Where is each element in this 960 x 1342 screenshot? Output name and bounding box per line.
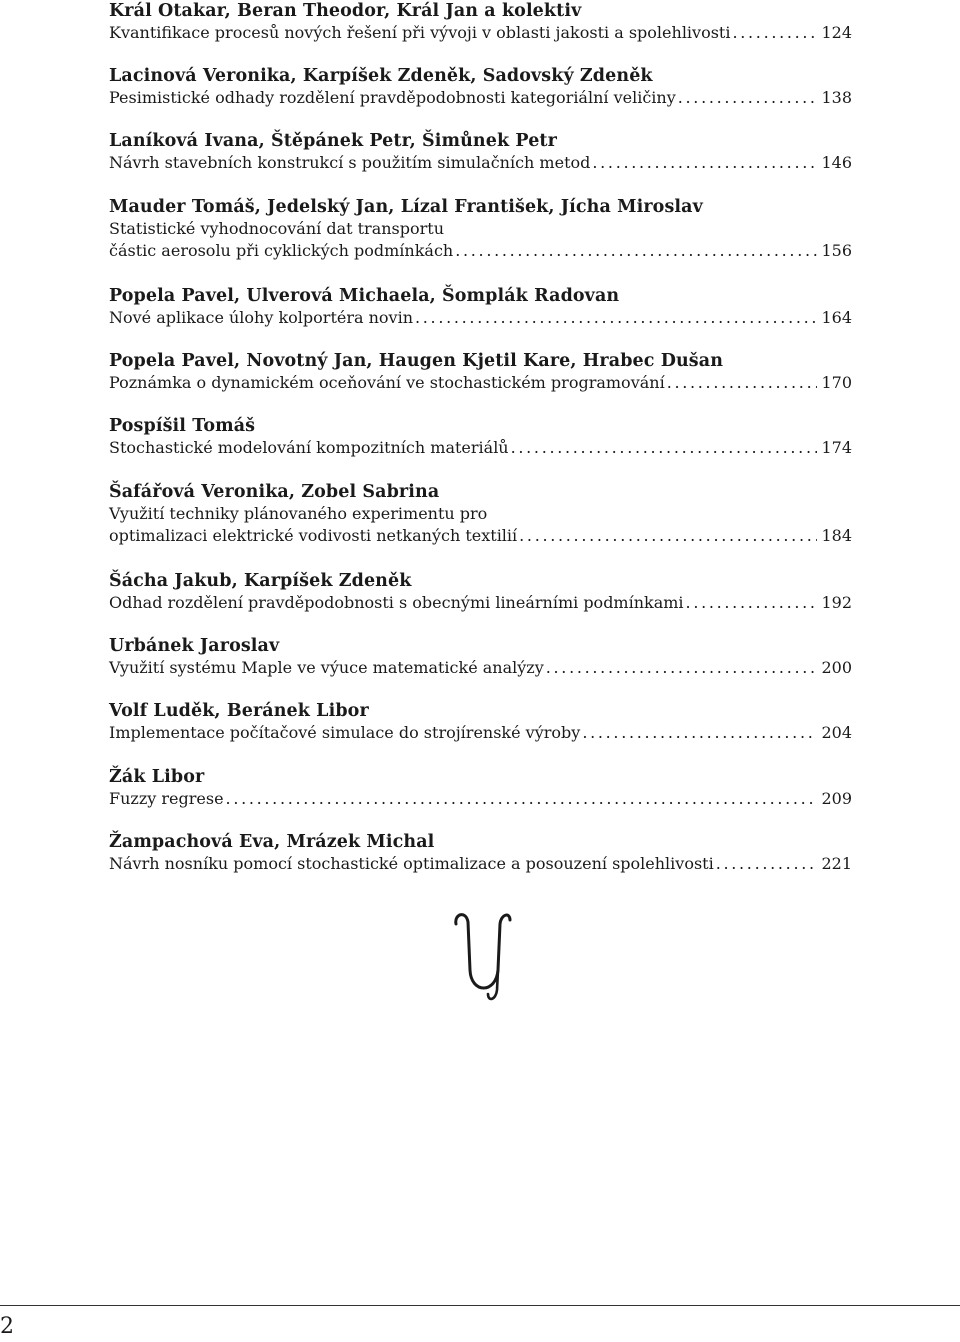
- toc-entry: [109, 700, 852, 744]
- toc-entry: [109, 130, 852, 174]
- toc-entry-title: Fuzzy regrese: [109, 789, 224, 808]
- toc-entry-title-row: [109, 592, 852, 614]
- toc-entry-authors: Žampachová Eva, Mrázek Michal: [109, 832, 435, 852]
- toc-entry-page: 221: [821, 854, 852, 873]
- toc-entry-page: 146: [821, 153, 852, 172]
- toc-entry-title-row: [109, 722, 852, 744]
- toc-entry-authors: Pospíšil Tomáš: [109, 416, 256, 436]
- toc-entry-authors: Popela Pavel, Ulverová Michaela, Šomplák Radovan: [109, 286, 620, 306]
- toc-entry-title-line: Využití techniky plánovaného experimentu pro: [109, 504, 488, 523]
- toc-entry-authors: Šácha Jakub, Karpíšek Zdeněk: [109, 571, 412, 591]
- toc-entry-authors: Šafářová Veronika, Zobel Sabrina: [109, 482, 440, 502]
- toc-entry-title-row: [109, 240, 852, 262]
- toc-entry-title: Odhad rozdělení pravděpodobnosti s obecnými lineárními podmínkami: [109, 593, 684, 612]
- toc-entry: [109, 766, 852, 810]
- toc-entry-title-row: [109, 22, 852, 44]
- footer-divider: [0, 1305, 960, 1306]
- toc-leader-dots: [415, 307, 817, 329]
- toc-entry-page: 192: [821, 593, 852, 612]
- toc-entry-page: 156: [821, 241, 852, 260]
- toc-entry: [109, 196, 852, 262]
- toc-entry-page: 170: [821, 373, 852, 392]
- toc-entry-title-row: [109, 87, 852, 109]
- toc-leader-dots: [686, 592, 818, 614]
- toc-entry-title-line: Statistické vyhodnocování dat transportu: [109, 219, 445, 238]
- toc-entry: [109, 415, 852, 459]
- toc-entry: [109, 65, 852, 109]
- toc-leader-dots: [511, 437, 818, 459]
- toc-entry: [109, 285, 852, 329]
- toc-entry-title-row: [109, 307, 852, 329]
- toc-entry-authors: Urbánek Jaroslav: [109, 636, 280, 656]
- toc-entry-page: 184: [821, 526, 852, 545]
- toc-entry-title: Nové aplikace úlohy kolportéra novin: [109, 308, 414, 327]
- toc-entry: [109, 635, 852, 679]
- toc-leader-dots: [582, 722, 817, 744]
- toc-entry-title-row: [109, 657, 852, 679]
- toc-entry-title: Pesimistické odhady rozdělení pravděpodobnosti kategoriální veličiny: [109, 88, 676, 107]
- toc-entry-title-row: [109, 437, 852, 459]
- toc-entry-authors: Laníková Ivana, Štěpánek Petr, Šimůnek Petr: [109, 131, 557, 151]
- toc-entry-title: Kvantifikace procesů nových řešení při vývoji v oblasti jakosti a spolehlivosti: [109, 23, 731, 42]
- toc-entry-title: Návrh nosníku pomocí stochastické optimalizace a posouzení spolehlivosti: [109, 854, 714, 873]
- toc-entry-title: Využití systému Maple ve výuce matematické analýzy: [109, 658, 544, 677]
- page-number: 2: [0, 1314, 14, 1339]
- toc-entry-authors: Volf Luděk, Beránek Libor: [109, 701, 369, 721]
- toc-entry: [109, 0, 852, 44]
- integral-union-logo-icon: [452, 910, 514, 1002]
- toc-entry-title: optimalizaci elektrické vodivosti netkaných textilií: [109, 526, 518, 545]
- toc-leader-dots: [226, 788, 818, 810]
- toc-entry-title: Stochastické modelování kompozitních materiálů: [109, 438, 509, 457]
- toc-leader-dots: [592, 152, 817, 174]
- toc-entry-page: 138: [821, 88, 852, 107]
- toc-entry-authors: Král Otakar, Beran Theodor, Král Jan a kolektiv: [109, 1, 582, 21]
- toc-leader-dots: [716, 853, 818, 875]
- toc-entry-page: 200: [821, 658, 852, 677]
- toc-entry-title-row: [109, 372, 852, 394]
- toc-entry: [109, 570, 852, 614]
- toc-entry-authors: Lacinová Veronika, Karpíšek Zdeněk, Sadovský Zdeněk: [109, 66, 653, 86]
- toc-entry-page: 204: [821, 723, 852, 742]
- toc-entry-title-row: [109, 152, 852, 174]
- toc-leader-dots: [732, 22, 817, 44]
- toc-entry-title-row: [109, 788, 852, 810]
- toc-entry-title: částic aerosolu při cyklických podmínkách: [109, 241, 454, 260]
- toc-entry-page: 124: [821, 23, 852, 42]
- toc-leader-dots: [678, 87, 818, 109]
- toc-entry-title: Implementace počítačové simulace do strojírenské výroby: [109, 723, 581, 742]
- toc-entry-page: 164: [821, 308, 852, 327]
- toc-entry-authors: Mauder Tomáš, Jedelský Jan, Lízal František, Jícha Miroslav: [109, 197, 703, 217]
- toc-entry-page: 209: [821, 789, 852, 808]
- toc-leader-dots: [455, 240, 817, 262]
- toc-entry: [109, 481, 852, 547]
- toc-leader-dots: [519, 525, 817, 547]
- toc-entry-title-row: [109, 525, 852, 547]
- toc-entry-title: Poznámka o dynamickém oceňování ve stochastickém programování: [109, 373, 665, 392]
- toc-entry-title: Návrh stavebních konstrukcí s použitím simulačních metod: [109, 153, 591, 172]
- toc-leader-dots: [667, 372, 818, 394]
- toc-entry-authors: Žák Libor: [109, 767, 205, 787]
- toc-entry-title-row: [109, 853, 852, 875]
- toc-entry: [109, 831, 852, 875]
- toc-entry: [109, 350, 852, 394]
- toc-entry-page: 174: [821, 438, 852, 457]
- toc-entry-authors: Popela Pavel, Novotný Jan, Haugen Kjetil Kare, Hrabec Dušan: [109, 351, 724, 371]
- toc-leader-dots: [546, 657, 818, 679]
